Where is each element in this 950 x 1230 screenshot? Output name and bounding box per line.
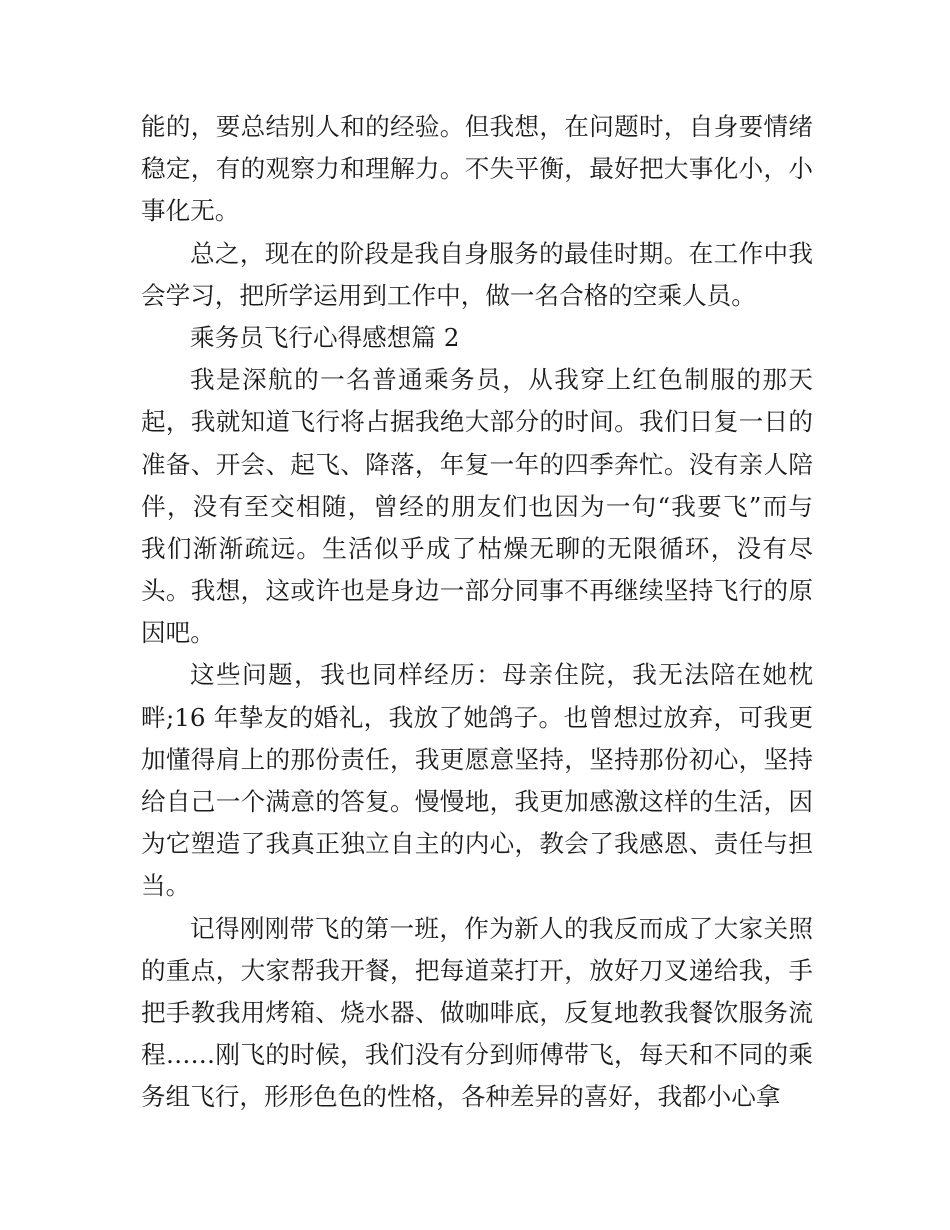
paragraph xyxy=(141,359,813,654)
text-line: 我们渐渐疏远。生活似乎成了枯燥无聊的无限循环，没有尽 xyxy=(141,533,813,563)
text-line: 伴，没有至交相随，曾经的朋友们也因为一句“我要飞”而与 xyxy=(141,491,813,521)
text-line: 稳定，有的观察力和理解力。不失平衡，最好把大事化小，小 xyxy=(141,154,813,184)
paragraph xyxy=(141,233,813,317)
text-line: 畔;16 年挚友的婚礼，我放了她鸽子。也曾想过放弃，可我更 xyxy=(141,702,813,732)
text-line: 给自己一个满意的答复。慢慢地，我更加感激这样的生活，因 xyxy=(141,787,813,816)
text-line: 事化无。 xyxy=(141,196,240,226)
text-line: 记得刚刚带飞的第一班，作为新人的我反而成了大家关照 xyxy=(190,913,813,943)
text-line: 能的，要总结别人和的经验。但我想，在问题时，自身要情绪 xyxy=(141,112,813,141)
text-line: 准备、开会、起飞、降落，年复一年的四季奔忙。没有亲人陪 xyxy=(141,449,813,479)
text-line: 加懂得肩上的那份责任，我更愿意坚持，坚持那份初心，坚持 xyxy=(141,744,813,774)
text-line: 起，我就知道飞行将占据我绝大部分的时间。我们日复一日的 xyxy=(141,407,813,437)
text-line: 的重点，大家帮我开餐，把每道菜打开，放好刀叉递给我，手 xyxy=(141,955,813,985)
section-heading xyxy=(141,317,813,359)
paragraph xyxy=(141,654,813,907)
text-line: 因吧。 xyxy=(141,618,215,648)
text-line: 头。我想，这或许也是身边一部分同事不再继续坚持飞行的原 xyxy=(141,576,813,606)
text-line: 把手教我用烤箱、烧水器、做咖啡底，反复地教我餐饮服务流 xyxy=(141,997,813,1027)
text-line: 会学习，把所学运用到工作中，做一名合格的空乘人员。 xyxy=(141,280,756,310)
text-line: 我是深航的一名普通乘务员，从我穿上红色制服的那天 xyxy=(190,365,813,395)
paragraph xyxy=(141,106,813,233)
text-line: 这些问题，我也同样经历：母亲住院，我无法陪在她枕 xyxy=(190,660,813,690)
paragraph xyxy=(141,908,813,1119)
text-line: 当。 xyxy=(141,871,191,901)
text-line: 务组飞行，形形色色的性格，各种差异的喜好，我都小心拿 xyxy=(141,1082,781,1112)
text-line: 总之，现在的阶段是我自身服务的最佳时期。在工作中我 xyxy=(190,238,813,268)
text-line: 程……刚飞的时候，我们没有分到师傅带飞，每天和不同的乘 xyxy=(141,1040,813,1070)
section-heading-text: 乘务员飞行心得感想篇 2 xyxy=(190,322,460,352)
body-text xyxy=(141,106,813,1119)
text-line: 为它塑造了我真正独立自主的内心，教会了我感恩、责任与担 xyxy=(141,829,813,859)
